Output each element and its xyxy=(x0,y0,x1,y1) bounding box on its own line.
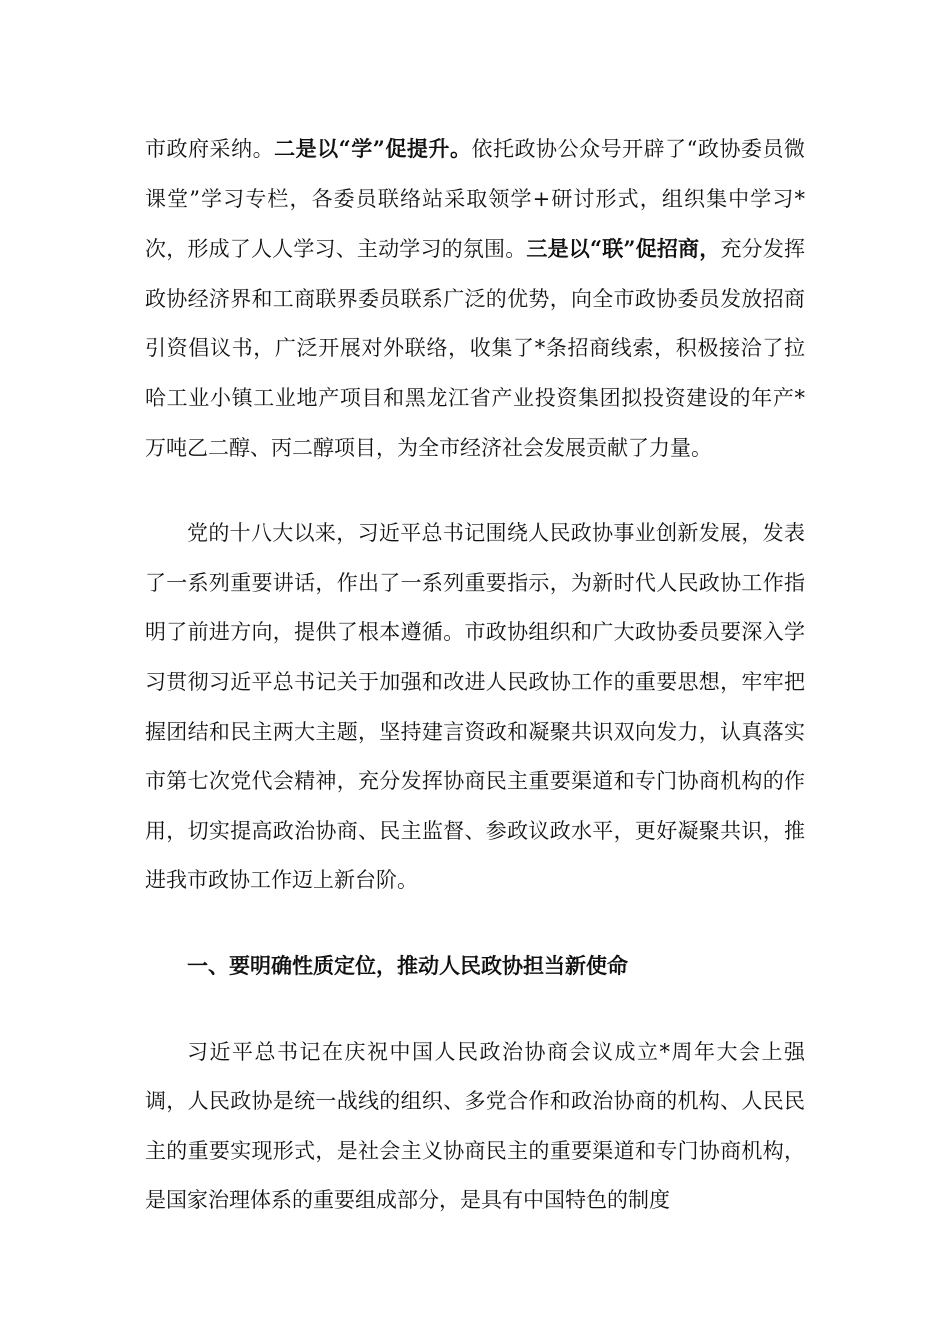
paragraph-2: 党的十八大以来，习近平总书记围绕人民政协事业创新发展，发表了一系列重要讲话，作出了一系列重要指示，为新时代人民政协工作指明了前进方向，提供了根本遵循。市政协组织和广大政协委员要深入学习贯彻习近平总书记关于加强和改进人民政协工作的重要思想，牢牢把握团结和民主两大主题，坚持建言资政和凝聚共识双向发力，认真落实市第七次党代会精神，充分发挥协商民主重要渠道和专门协商机构的作用，切实提高政治协商、民主监督、参政议政水平，更好凝聚共识，推进我市政协工作迈上新台阶。 xyxy=(145,521,805,893)
paragraph-1-bold-2: 三是以“联”促招商， xyxy=(526,236,721,262)
paragraph-1-text-1: 市政府采纳。 xyxy=(145,137,275,161)
paragraph-1-text-2: 依托政协公众号开辟了“政协委员微课堂”学习专栏，各委员联络站采取领学+研讨形式，组织集中学习*次，形成了人人学习、主动学习的氛围。 xyxy=(145,137,805,262)
paragraph-gap xyxy=(145,473,805,509)
paragraph-1-bold-1: 二是以“学”促提升。 xyxy=(274,136,472,161)
paragraph-1-text-3: 充分发挥政协经济界和工商联界委员联系广泛的优势，向全市政协委员发放招商引资倡议书，广泛开展对外联络，收集了*条招商线索，积极接洽了拉哈工业小镇工业地产项目和黑龙江省产业投资集团拟投资建设的年产*万吨乙二醇、丙二醇项目，为全市经济社会发展贡献了力量。 xyxy=(145,237,806,460)
paragraph-1 xyxy=(145,124,805,473)
paragraph-gap xyxy=(145,992,805,1028)
document-page xyxy=(145,124,805,1226)
section-heading-1: 一、要明确性质定位，推动人民政协担当新使命 xyxy=(187,953,628,978)
paragraph-3: 习近平总书记在庆祝中国人民政治协商会议成立*周年大会上强调，人民政协是统一战线的组织、多党合作和政治协商的机构、人民民主的重要实现形式，是社会主义协商民主的重要渠道和专门协商机构，是国家治理体系的重要组成部分，是具有中国特色的制度 xyxy=(145,1039,805,1213)
paragraph-gap xyxy=(145,906,805,942)
